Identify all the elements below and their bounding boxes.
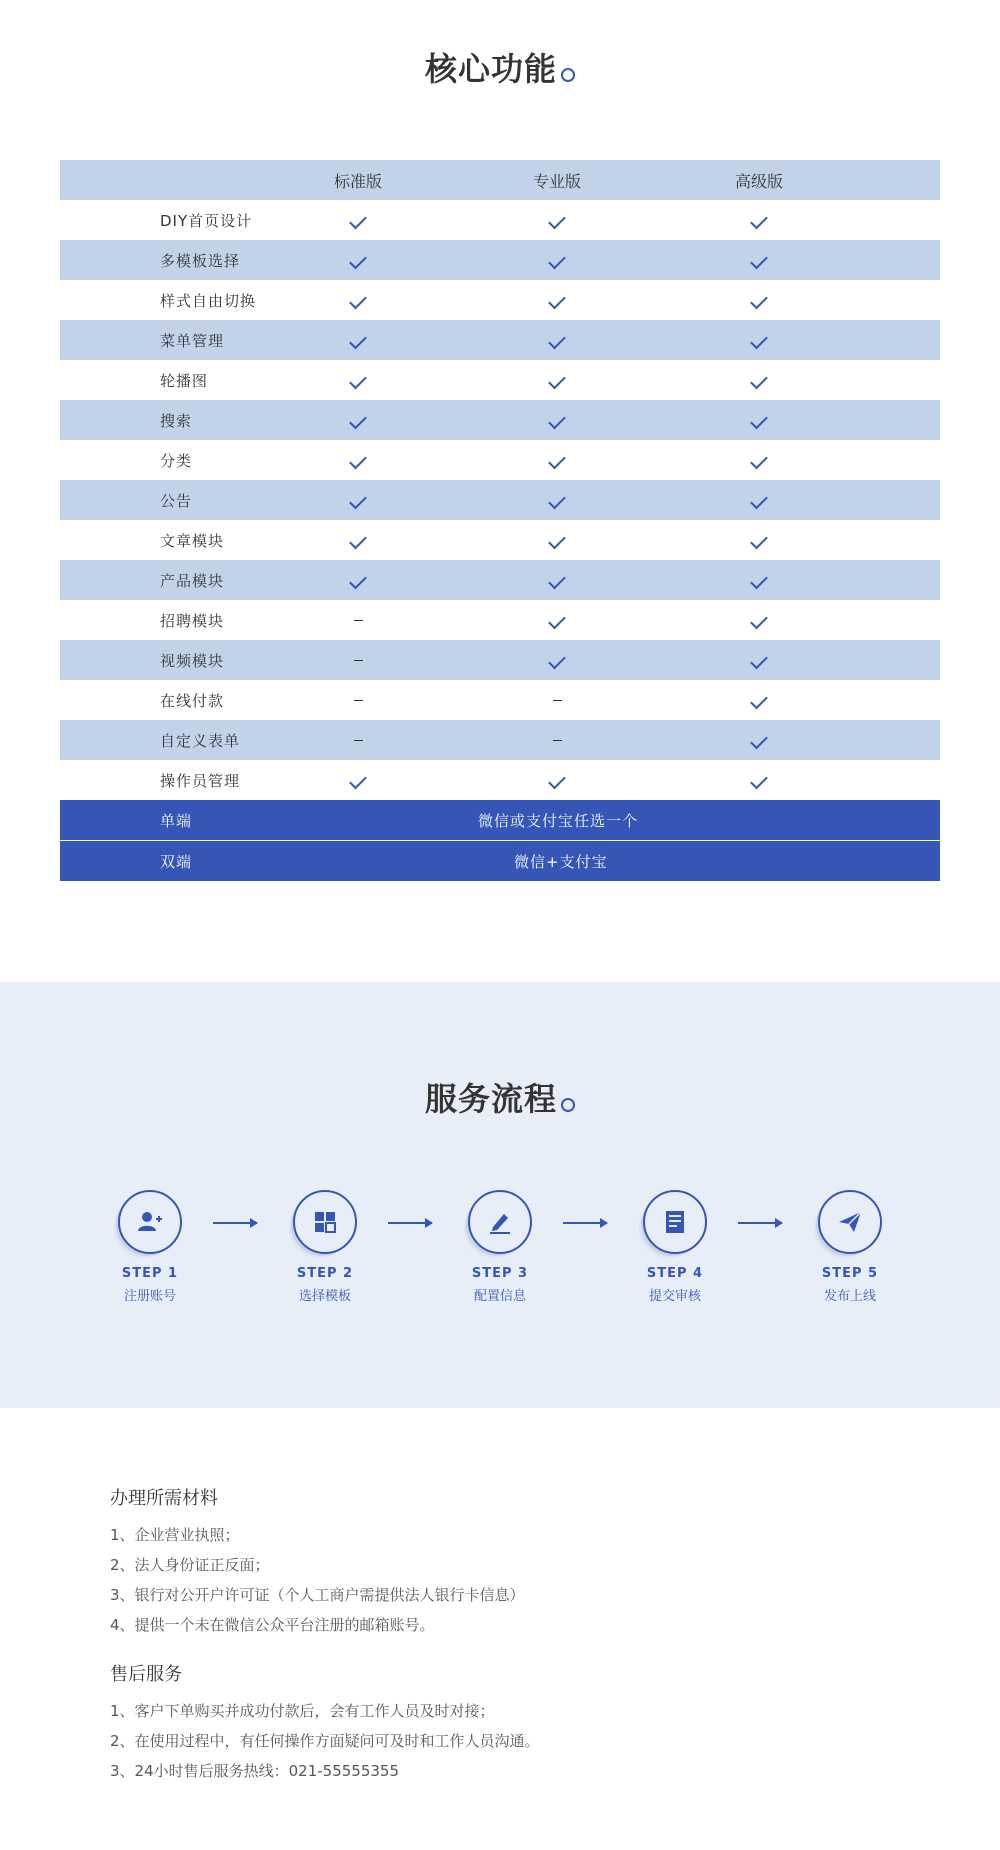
check-icon bbox=[750, 772, 768, 790]
dash-icon bbox=[354, 740, 363, 742]
step-label: STEP 5 bbox=[821, 1266, 879, 1281]
dash-icon bbox=[354, 700, 363, 702]
feature-name: DIY首页设计 bbox=[160, 211, 253, 230]
feature-cell bbox=[658, 651, 860, 669]
feature-cell bbox=[658, 251, 860, 269]
check-icon bbox=[548, 252, 566, 270]
arrow-icon bbox=[388, 1222, 432, 1224]
step-1 bbox=[105, 1190, 195, 1304]
feature-cell bbox=[260, 611, 456, 629]
step-sub: 选择模板 bbox=[298, 1289, 351, 1304]
check-icon bbox=[548, 292, 566, 310]
feature-name: 菜单管理 bbox=[160, 331, 225, 350]
feature-cell bbox=[456, 611, 658, 629]
check-icon bbox=[750, 412, 768, 430]
table-row bbox=[60, 400, 940, 440]
feature-cell bbox=[456, 731, 658, 749]
feature-cell bbox=[658, 491, 860, 509]
feature-cell bbox=[260, 211, 456, 229]
check-icon bbox=[349, 772, 367, 790]
after-sales-block bbox=[110, 1660, 910, 1790]
arrow-icon bbox=[563, 1222, 607, 1224]
feature-cell bbox=[260, 651, 456, 669]
materials-item: 3、银行对公开户许可证（个人工商户需提供法人银行卡信息） bbox=[110, 1586, 525, 1604]
table-row bbox=[60, 560, 940, 600]
feature-cell bbox=[456, 691, 658, 709]
after-sales-title: 售后服务 bbox=[110, 1664, 182, 1685]
feature-cell bbox=[260, 291, 456, 309]
step-3 bbox=[455, 1190, 545, 1304]
feature-name: 文章模块 bbox=[160, 531, 225, 550]
feature-cell bbox=[260, 371, 456, 389]
feature-cell bbox=[658, 291, 860, 309]
table-row bbox=[60, 720, 940, 760]
step-circle bbox=[118, 1190, 182, 1254]
check-icon bbox=[548, 772, 566, 790]
table-row bbox=[60, 520, 940, 560]
feature-name: 多模板选择 bbox=[160, 251, 241, 270]
step-label: STEP 1 bbox=[121, 1266, 179, 1281]
title-dot-icon bbox=[561, 68, 575, 82]
template-grid-icon bbox=[312, 1209, 338, 1235]
feature-cell bbox=[658, 331, 860, 349]
table-row bbox=[60, 240, 940, 280]
arrow-icon bbox=[213, 1222, 257, 1224]
feature-cell bbox=[658, 731, 860, 749]
after-sales-item: 2、在使用过程中，有任何操作方面疑问可及时和工作人员沟通。 bbox=[110, 1732, 540, 1750]
add-user-icon bbox=[137, 1209, 163, 1235]
after-sales-item: 1、客户下单购买并成功付款后，会有工作人员及时对接； bbox=[110, 1702, 495, 1720]
table-row bbox=[60, 440, 940, 480]
feature-name: 分类 bbox=[160, 451, 193, 470]
check-icon bbox=[548, 572, 566, 590]
feature-cell bbox=[456, 651, 658, 669]
dash-icon bbox=[354, 660, 363, 662]
table-row bbox=[60, 600, 940, 640]
materials-title: 办理所需材料 bbox=[110, 1488, 218, 1509]
check-icon bbox=[750, 252, 768, 270]
table-row bbox=[60, 480, 940, 520]
materials-item: 1、企业营业执照； bbox=[110, 1526, 240, 1544]
feature-name: 产品模块 bbox=[160, 571, 225, 590]
table-row bbox=[60, 200, 940, 240]
step-label: STEP 4 bbox=[646, 1266, 704, 1281]
step-sub: 注册账号 bbox=[123, 1289, 176, 1304]
feature-cell bbox=[658, 771, 860, 789]
feature-cell bbox=[260, 491, 456, 509]
arrow-icon bbox=[738, 1222, 782, 1224]
feature-name: 搜索 bbox=[160, 411, 193, 430]
bar-name: 双端 bbox=[160, 852, 193, 871]
feature-name: 在线付款 bbox=[160, 691, 225, 710]
check-icon bbox=[548, 412, 566, 430]
feature-cell bbox=[260, 571, 456, 589]
feature-name: 招聘模块 bbox=[160, 611, 225, 630]
bar-name: 单端 bbox=[160, 811, 193, 830]
feature-cell bbox=[456, 331, 658, 349]
feature-cell bbox=[456, 771, 658, 789]
check-icon bbox=[349, 372, 367, 390]
check-icon bbox=[750, 372, 768, 390]
core-features-title-text: 核心功能 bbox=[424, 50, 557, 88]
check-icon bbox=[349, 252, 367, 270]
feature-cell bbox=[658, 691, 860, 709]
check-icon bbox=[548, 612, 566, 630]
check-icon bbox=[548, 532, 566, 550]
check-icon bbox=[349, 492, 367, 510]
feature-name: 自定义表单 bbox=[160, 731, 241, 750]
check-icon bbox=[750, 492, 768, 510]
check-icon bbox=[750, 612, 768, 630]
feature-cell bbox=[260, 331, 456, 349]
feature-cell bbox=[260, 531, 456, 549]
single-platform-row bbox=[60, 800, 940, 840]
feature-cell bbox=[260, 731, 456, 749]
feature-name: 公告 bbox=[160, 491, 193, 510]
check-icon bbox=[548, 652, 566, 670]
bar-value: 微信或支付宝任选一个 bbox=[478, 811, 639, 830]
feature-cell bbox=[658, 571, 860, 589]
check-icon bbox=[548, 372, 566, 390]
dash-icon bbox=[354, 620, 363, 622]
bar-value: 微信+支付宝 bbox=[514, 852, 608, 871]
check-icon bbox=[750, 332, 768, 350]
check-icon bbox=[349, 452, 367, 470]
title-dot-icon bbox=[561, 1098, 575, 1112]
feature-cell bbox=[658, 211, 860, 229]
after-sales-item: 3、24小时售后服务热线：021-55555355 bbox=[110, 1762, 400, 1780]
table-header-row bbox=[60, 160, 940, 200]
feature-cell bbox=[456, 291, 658, 309]
step-sub: 提交审核 bbox=[648, 1289, 701, 1304]
check-icon bbox=[750, 532, 768, 550]
feature-cell bbox=[456, 211, 658, 229]
feature-cell bbox=[260, 691, 456, 709]
check-icon bbox=[349, 212, 367, 230]
feature-cell bbox=[260, 451, 456, 469]
feature-cell bbox=[456, 411, 658, 429]
dash-icon bbox=[553, 700, 562, 702]
feature-cell bbox=[658, 531, 860, 549]
column-advanced: 高级版 bbox=[734, 171, 783, 191]
table-row bbox=[60, 640, 940, 680]
check-icon bbox=[548, 332, 566, 350]
table-row bbox=[60, 760, 940, 800]
dash-icon bbox=[553, 740, 562, 742]
check-icon bbox=[750, 292, 768, 310]
column-standard: 标准版 bbox=[333, 171, 382, 191]
check-icon bbox=[750, 572, 768, 590]
feature-name: 操作员管理 bbox=[160, 771, 241, 790]
feature-name: 视频模块 bbox=[160, 651, 225, 670]
materials-item: 2、法人身份证正反面； bbox=[110, 1556, 270, 1574]
step-2 bbox=[280, 1190, 370, 1304]
feature-name: 样式自由切换 bbox=[160, 291, 257, 310]
process-title bbox=[0, 1074, 1000, 1120]
check-icon bbox=[548, 492, 566, 510]
feature-cell bbox=[260, 251, 456, 269]
dual-platform-row bbox=[60, 840, 940, 881]
feature-cell bbox=[456, 251, 658, 269]
step-circle bbox=[643, 1190, 707, 1254]
check-icon bbox=[750, 212, 768, 230]
check-icon bbox=[750, 652, 768, 670]
feature-cell bbox=[658, 411, 860, 429]
column-professional: 专业版 bbox=[532, 171, 581, 191]
materials-item: 4、提供一个未在微信公众平台注册的邮箱账号。 bbox=[110, 1616, 435, 1634]
feature-cell bbox=[456, 571, 658, 589]
feature-cell bbox=[456, 371, 658, 389]
check-icon bbox=[349, 332, 367, 350]
feature-name: 轮播图 bbox=[160, 371, 209, 390]
table-row bbox=[60, 280, 940, 320]
table-row bbox=[60, 360, 940, 400]
document-icon bbox=[662, 1209, 688, 1235]
check-icon bbox=[750, 452, 768, 470]
step-circle bbox=[293, 1190, 357, 1254]
feature-cell bbox=[658, 611, 860, 629]
materials-block bbox=[110, 1484, 910, 1644]
step-5 bbox=[805, 1190, 895, 1304]
feature-cell bbox=[658, 371, 860, 389]
feature-cell bbox=[456, 451, 658, 469]
step-label: STEP 3 bbox=[471, 1266, 529, 1281]
table-row bbox=[60, 680, 940, 720]
feature-cell bbox=[658, 451, 860, 469]
process-title-text: 服务流程 bbox=[424, 1080, 557, 1118]
feature-cell bbox=[260, 411, 456, 429]
check-icon bbox=[548, 452, 566, 470]
feature-table bbox=[60, 160, 940, 881]
feature-cell bbox=[456, 491, 658, 509]
check-icon bbox=[349, 572, 367, 590]
step-sub: 配置信息 bbox=[473, 1289, 526, 1304]
paper-plane-icon bbox=[837, 1209, 863, 1235]
step-sub: 发布上线 bbox=[823, 1289, 876, 1304]
check-icon bbox=[750, 692, 768, 710]
step-circle bbox=[468, 1190, 532, 1254]
feature-cell bbox=[456, 531, 658, 549]
check-icon bbox=[349, 292, 367, 310]
step-label: STEP 2 bbox=[296, 1266, 354, 1281]
check-icon bbox=[349, 412, 367, 430]
check-icon bbox=[750, 732, 768, 750]
edit-pen-icon bbox=[487, 1209, 513, 1235]
check-icon bbox=[548, 212, 566, 230]
table-row bbox=[60, 320, 940, 360]
step-circle bbox=[818, 1190, 882, 1254]
core-features-title bbox=[0, 44, 1000, 90]
feature-cell bbox=[260, 771, 456, 789]
check-icon bbox=[349, 532, 367, 550]
step-4 bbox=[630, 1190, 720, 1304]
